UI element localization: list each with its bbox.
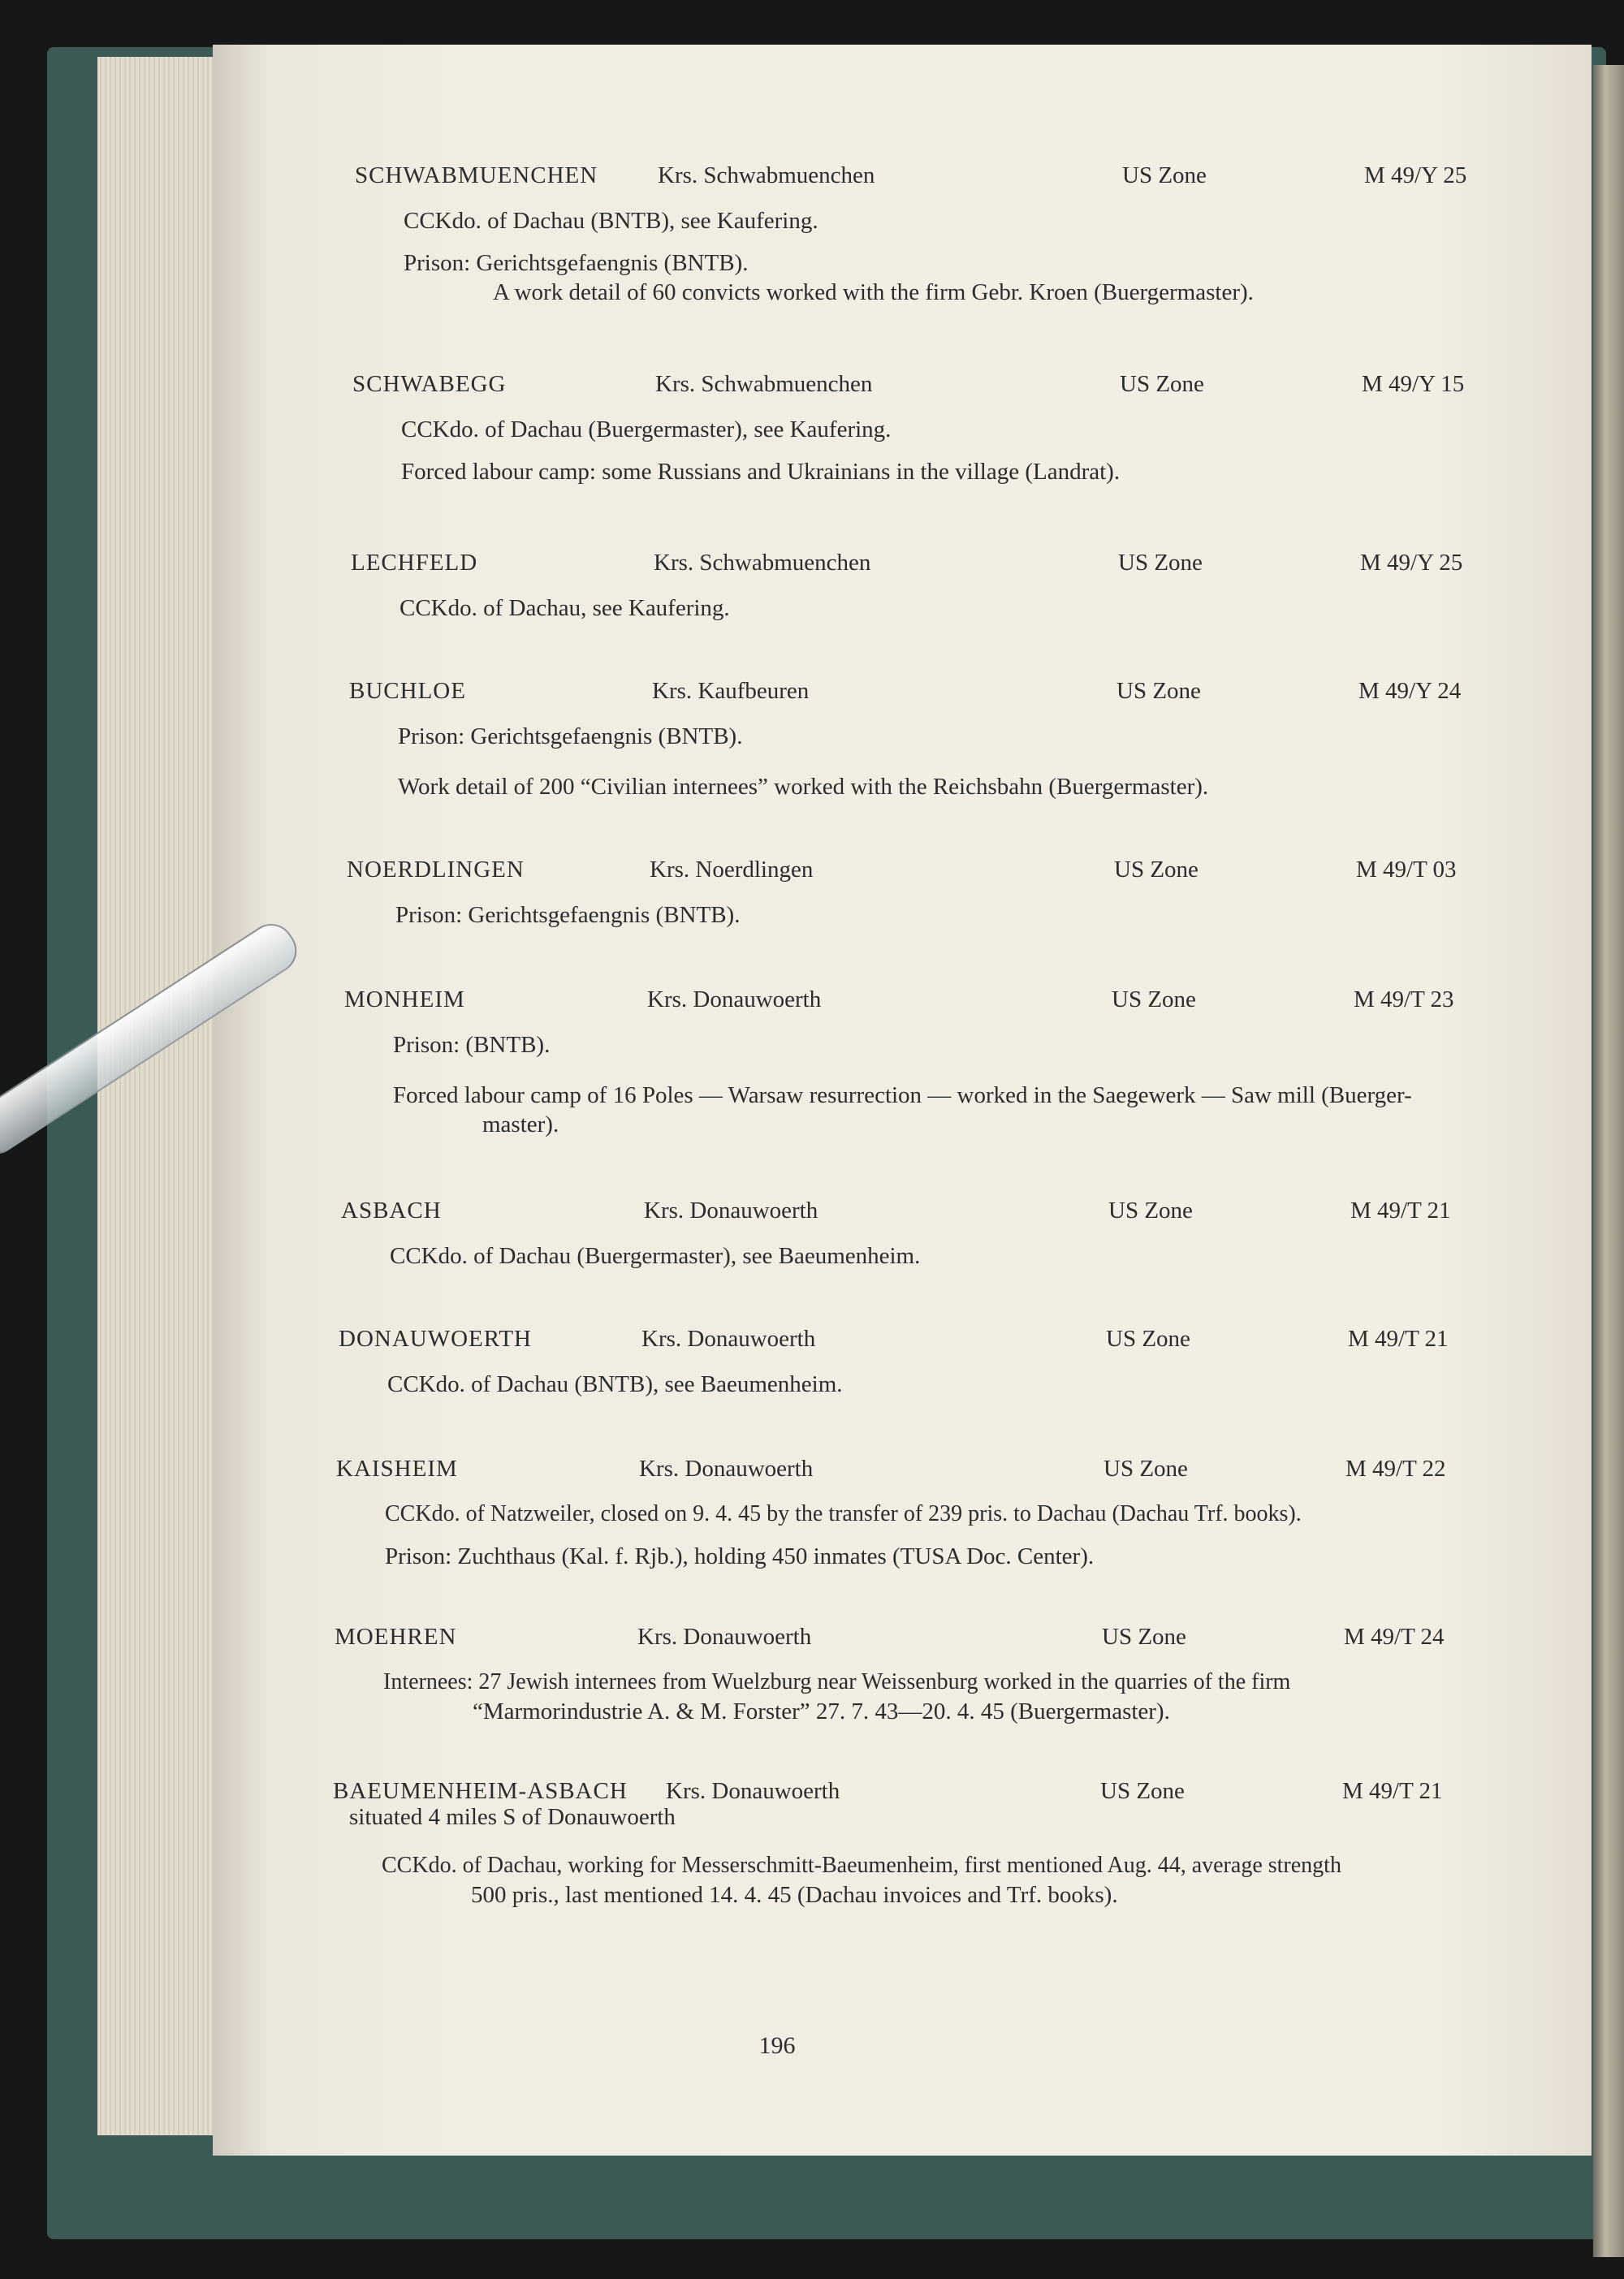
entry-zone: US Zone (1118, 550, 1203, 576)
entry-line: Internees: 27 Jewish internees from Wuelzburg near Weissenburg worked in the quarries of the firm (383, 1669, 1291, 1694)
entry-name: BAEUMENHEIM-ASBACH (333, 1778, 628, 1804)
entry-zone: US Zone (1106, 1326, 1190, 1352)
entry-lechfeld (351, 550, 1624, 655)
entry-baeumenheim-asbach (333, 1778, 1624, 1908)
entry-zone: US Zone (1100, 1778, 1185, 1804)
entry-zone: US Zone (1102, 1624, 1186, 1650)
entry-zone: US Zone (1112, 986, 1196, 1012)
entry-map-ref: M 49/Y 25 (1364, 162, 1467, 188)
entry-asbach (341, 1198, 1624, 1303)
entry-monheim (344, 986, 1624, 1137)
entry-name: LECHFELD (351, 550, 478, 576)
entry-district: Krs. Donauwoerth (666, 1778, 840, 1804)
entry-line: CCKdo. of Dachau (BNTB), see Kaufering. (404, 208, 818, 234)
entry-zone: US Zone (1104, 1456, 1188, 1482)
entry-line: Prison: Gerichtsgefaengnis (BNTB). (398, 723, 743, 749)
entry-district: Krs. Kaufbeuren (652, 678, 810, 704)
entry-map-ref: M 49/T 21 (1350, 1198, 1451, 1224)
entry-donauwoerth (339, 1326, 1624, 1431)
entry-line: CCKdo. of Dachau (Buergermaster), see Kaufering. (401, 417, 892, 442)
book-page (213, 45, 1592, 2156)
entry-zone: US Zone (1108, 1198, 1193, 1224)
entry-name: DONAUWOERTH (339, 1326, 533, 1352)
entry-line: CCKdo. of Dachau, working for Messerschmitt-Baeumenheim, first mentioned Aug. 44, average strength (382, 1853, 1341, 1878)
entry-line: CCKdo. of Dachau (BNTB), see Baeumenheim. (387, 1371, 843, 1397)
entry-zone: US Zone (1114, 857, 1199, 883)
entry-name: BUCHLOE (349, 678, 466, 704)
entry-district: Krs. Noerdlingen (650, 857, 814, 883)
entry-map-ref: M 49/T 22 (1345, 1456, 1446, 1482)
page-edges (97, 57, 227, 2135)
entry-district: Krs. Donauwoerth (639, 1456, 814, 1482)
entry-district: Krs. Schwabmuenchen (654, 550, 871, 576)
entry-name: NOERDLINGEN (347, 857, 525, 883)
entry-line: Prison: (BNTB). (393, 1032, 551, 1058)
entry-map-ref: M 49/T 23 (1354, 986, 1454, 1012)
entry-map-ref: M 49/Y 25 (1360, 550, 1463, 576)
entry-name: MONHEIM (344, 986, 465, 1012)
entry-zone: US Zone (1116, 678, 1201, 704)
entry-name: SCHWABMUENCHEN (355, 162, 598, 188)
entry-subline: A work detail of 60 convicts worked with the firm Gebr. Kroen (Buergermaster). (493, 279, 1254, 305)
entry-map-ref: M 49/T 24 (1344, 1624, 1445, 1650)
entry-line: Forced labour camp of 16 Poles — Warsaw resurrection — worked in the Saegewerk — Saw mill (Buerger- (393, 1082, 1412, 1108)
entry-schwabmuenchen (355, 162, 1624, 305)
entry-map-ref: M 49/T 03 (1356, 857, 1457, 883)
entry-buchloe (349, 678, 1624, 800)
page-number: 196 (758, 2032, 796, 2059)
entry-line: Prison: Gerichtsgefaengnis (BNTB). (395, 902, 741, 928)
entry-subline: 500 pris., last mentioned 14. 4. 45 (Dachau invoices and Trf. books). (471, 1882, 1118, 1908)
entry-district: Krs. Donauwoerth (637, 1624, 812, 1650)
entry-moehren (335, 1624, 1624, 1729)
entry-line: Forced labour camp: some Russians and Ukrainians in the village (Landrat). (401, 459, 1121, 485)
entry-noerdlingen (347, 857, 1624, 962)
entry-map-ref: M 49/Y 24 (1358, 678, 1462, 704)
entry-map-ref: M 49/T 21 (1348, 1326, 1449, 1352)
entry-zone: US Zone (1120, 371, 1204, 397)
entry-district: Krs. Donauwoerth (647, 986, 822, 1012)
entry-line: CCKdo. of Dachau, see Kaufering. (400, 595, 730, 621)
entry-map-ref: M 49/Y 15 (1362, 371, 1465, 397)
entry-name: MOEHREN (335, 1624, 457, 1650)
entry-subline: “Marmorindustrie A. & M. Forster” 27. 7. 43—20. 4. 45 (Buergermaster). (473, 1698, 1170, 1724)
entry-name: KAISHEIM (336, 1456, 458, 1482)
entry-line: CCKdo. of Natzweiler, closed on 9. 4. 45 by the transfer of 239 pris. to Dachau (Dachau Trf. books). (385, 1501, 1302, 1526)
entry-kaisheim (336, 1456, 1624, 1569)
entry-name-sub: situated 4 miles S of Donauwoerth (349, 1804, 676, 1830)
entry-map-ref: M 49/T 21 (1342, 1778, 1443, 1804)
entry-district: Krs. Donauwoerth (644, 1198, 818, 1224)
entry-schwabegg (352, 371, 1624, 485)
entry-line: Work detail of 200 “Civilian internees” worked with the Reichsbahn (Buergermaster). (398, 774, 1209, 800)
entry-zone: US Zone (1122, 162, 1207, 188)
entry-name: SCHWABEGG (352, 371, 507, 397)
entry-line: Prison: Gerichtsgefaengnis (BNTB). (404, 250, 749, 276)
entry-district: Krs. Donauwoerth (641, 1326, 816, 1352)
entry-district: Krs. Schwabmuenchen (658, 162, 875, 188)
entry-line: CCKdo. of Dachau (Buergermaster), see Baeumenheim. (390, 1243, 921, 1269)
entry-line: Prison: Zuchthaus (Kal. f. Rjb.), holding 450 inmates (TUSA Doc. Center). (385, 1543, 1095, 1569)
entry-district: Krs. Schwabmuenchen (655, 371, 873, 397)
entry-subline: master). (482, 1111, 559, 1137)
entry-name: ASBACH (341, 1198, 442, 1224)
